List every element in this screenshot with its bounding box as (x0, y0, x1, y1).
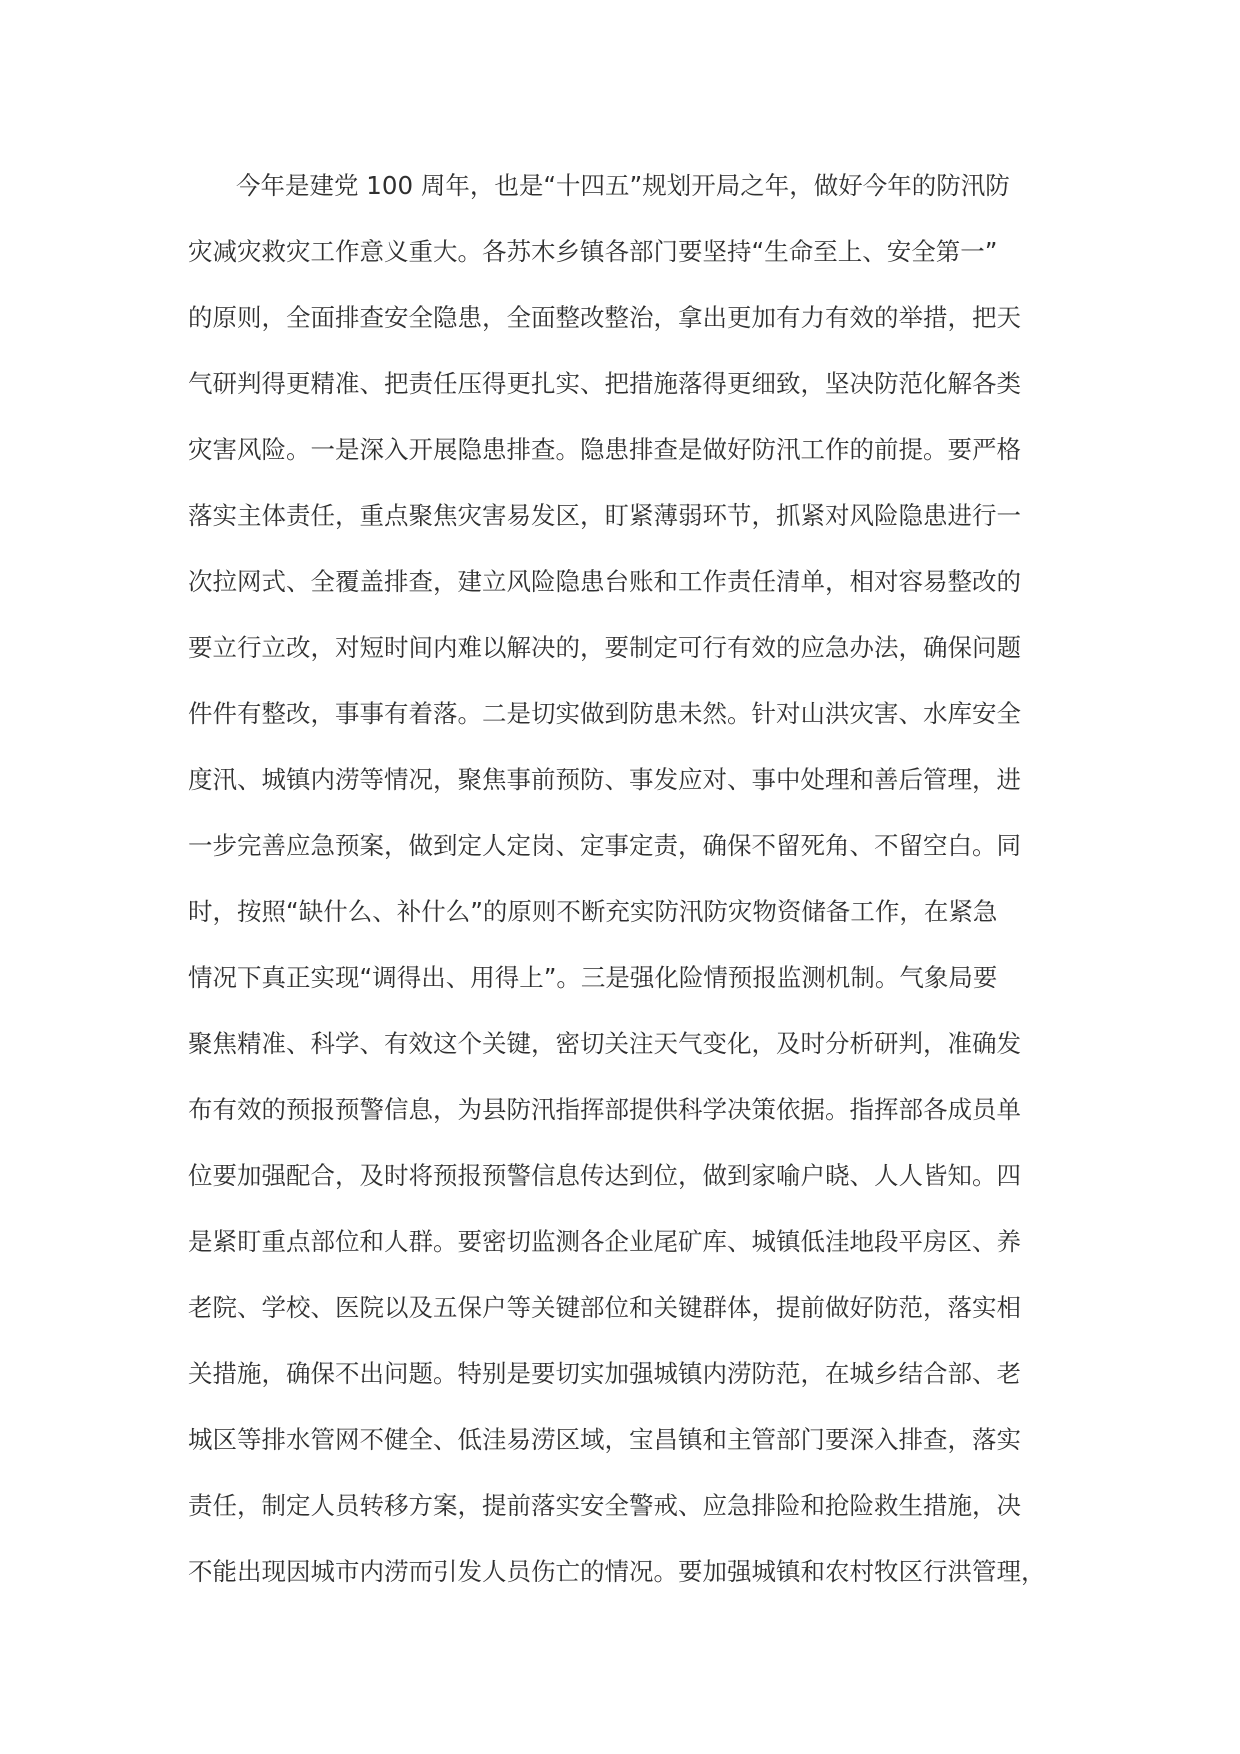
paragraph-line: 聚焦精准、科学、有效这个关键，密切关注天气变化，及时分析研判，准确发 (188, 1029, 1021, 1058)
paragraph-line: 次拉网式、全覆盖排查，建立风险隐患台账和工作责任清单，相对容易整改的 (188, 567, 1021, 596)
paragraph-line: 要立行立改，对短时间内难以解决的，要制定可行有效的应急办法，确保问题 (188, 633, 1021, 662)
paragraph-line: 件件有整改，事事有着落。二是切实做到防患未然。针对山洪灾害、水库安全 (188, 699, 1021, 728)
paragraph-line: 老院、学校、医院以及五保户等关键部位和关键群体，提前做好防范，落实相 (188, 1293, 1021, 1322)
paragraph-line: 是紧盯重点部位和人群。要密切监测各企业尾矿库、城镇低洼地段平房区、养 (188, 1227, 1021, 1256)
paragraph-line: 落实主体责任，重点聚焦灾害易发区，盯紧薄弱环节，抓紧对风险隐患进行一 (188, 501, 1021, 530)
paragraph-line: 责任，制定人员转移方案，提前落实安全警戒、应急排险和抢险救生措施，决 (188, 1491, 1021, 1520)
paragraph-line: 一步完善应急预案，做到定人定岗、定事定责，确保不留死角、不留空白。同 (188, 831, 1021, 860)
paragraph-line: 布有效的预报预警信息，为县防汛指挥部提供科学决策依据。指挥部各成员单 (188, 1095, 1021, 1124)
paragraph-line: 度汛、城镇内涝等情况，聚焦事前预防、事发应对、事中处理和善后管理，进 (188, 765, 1021, 794)
paragraph-line: 灾害风险。一是深入开展隐患排查。隐患排查是做好防汛工作的前提。要严格 (188, 435, 1021, 464)
paragraph-line: 关措施，确保不出问题。特别是要切实加强城镇内涝防范，在城乡结合部、老 (188, 1359, 1021, 1388)
paragraph-line: 时，按照“缺什么、补什么”的原则不断充实防汛防灾物资储备工作，在紧急 (188, 897, 998, 926)
paragraph-line: 位要加强配合，及时将预报预警信息传达到位，做到家喻户晓、人人皆知。四 (188, 1161, 1021, 1190)
paragraph-line: 的原则，全面排查安全隐患，全面整改整治，拿出更加有力有效的举措，把天 (188, 303, 1021, 332)
body-paragraph (188, 170, 1052, 1622)
paragraph-line: 城区等排水管网不健全、低洼易涝区域，宝昌镇和主管部门要深入排查，落实 (188, 1425, 1021, 1454)
paragraph-line: 今年是建党 100 周年，也是“十四五”规划开局之年，做好今年的防汛防 (236, 171, 1010, 200)
paragraph-line: 不能出现因城市内涝而引发人员伤亡的情况。要加强城镇和农村牧区行洪管理， (188, 1557, 1046, 1586)
paragraph-line: 气研判得更精准、把责任压得更扎实、把措施落得更细致，坚决防范化解各类 (188, 369, 1021, 398)
paragraph-line: 情况下真正实现“调得出、用得上”。三是强化险情预报监测机制。气象局要 (188, 963, 998, 992)
paragraph-line: 灾减灾救灾工作意义重大。各苏木乡镇各部门要坚持“生命至上、安全第一” (188, 237, 998, 266)
